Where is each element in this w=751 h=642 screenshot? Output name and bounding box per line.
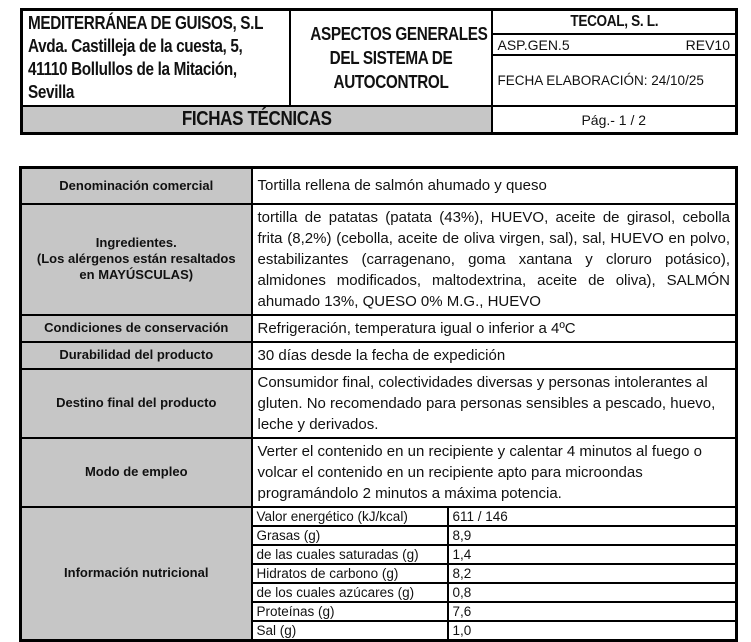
nutrition-name: Grasas (g) — [252, 526, 448, 545]
document-title-line: AUTOCONTROL — [333, 72, 448, 92]
nutrition-name: Proteínas (g) — [252, 602, 448, 621]
nutrition-row — [21, 507, 737, 526]
nutrition-name: Sal (g) — [252, 621, 448, 641]
doc-code-cell — [492, 34, 737, 55]
company-address-cell — [22, 10, 290, 107]
company-address-line3: Sevilla — [28, 82, 75, 102]
spec-table — [19, 166, 738, 642]
page-number: Pág.- 1 / 2 — [492, 106, 737, 134]
section-title-cell — [22, 106, 492, 134]
nutrition-name: de las cuales saturadas (g) — [252, 545, 448, 564]
row-conservacion — [21, 315, 737, 342]
ingredientes-label-line: en MAYÚSCULAS) — [79, 267, 194, 282]
section-title: FICHAS TÉCNICAS — [181, 108, 332, 130]
ingredientes-label — [21, 204, 252, 315]
elaboration-date: FECHA ELABORACIÓN: 24/10/25 — [497, 73, 704, 89]
nutrition-value: 8,9 — [448, 526, 737, 545]
destino-label: Destino final del producto — [21, 369, 252, 438]
row-ingredientes — [21, 204, 737, 315]
company-address-line2: 41110 Bollullos de la Mitación, — [28, 59, 237, 79]
ingredientes-label-line: (Los alérgenos están resaltados — [36, 251, 236, 266]
nutrition-value: 8,2 — [448, 564, 737, 583]
doc-code: ASP.GEN.5 — [497, 36, 570, 53]
denominacion-label: Denominación comercial — [21, 168, 252, 204]
document-title-cell — [290, 10, 492, 107]
nutrition-name: de los cuales azúcares (g) — [252, 583, 448, 602]
nutrition-value: 7,6 — [448, 602, 737, 621]
nutrition-name: Valor energético (kJ/kcal) — [252, 507, 448, 526]
row-durabilidad — [21, 342, 737, 369]
destino-value: Consumidor final, colectividades diversas y personas intolerantes al gluten. No recomendado para personas sensibles a pescado, huevo, leche y derivados. — [252, 369, 737, 438]
document-title-line: DEL SISTEMA DE — [329, 48, 452, 68]
nutrition-value: 611 / 146 — [448, 507, 737, 526]
ingredientes-value: tortilla de patatas (patata (43%), HUEVO, aceite de girasol, cebolla frita (8,2%) (cebolla, aceite de oliva virgen, sal), sal, HUEVO en polvo, estabilizantes (carragenano, goma xantana y cloruro potásico), almidones modificados, maltodextrina, aceite de oliva), SALMÓN ahumado 13%, QUESO 0% M.G., HUEVO — [252, 204, 737, 315]
elaboration-date-cell — [492, 55, 737, 106]
company-address-line1: Avda. Castilleja de la cuesta, 5, — [28, 36, 243, 56]
modo-label: Modo de empleo — [21, 438, 252, 507]
conservacion-label: Condiciones de conservación — [21, 315, 252, 342]
doc-revision: REV10 — [685, 36, 730, 53]
org-name: TECOAL, S. L. — [569, 13, 658, 31]
row-destino — [21, 369, 737, 438]
conservacion-value: Refrigeración, temperatura igual o inferior a 4ºC — [252, 315, 737, 342]
modo-value: Verter el contenido en un recipiente y calentar 4 minutos al fuego o volcar el contenido en un recipiente apto para microondas programándolo 2 minutos a máxima potencia. — [252, 438, 737, 507]
nutrition-value: 0,8 — [448, 583, 737, 602]
ingredientes-label-line: Ingredientes. — [95, 235, 177, 250]
org-name-cell — [492, 10, 737, 35]
durabilidad-value: 30 días desde la fecha de expedición — [252, 342, 737, 369]
header-table — [20, 8, 738, 135]
nutrition-value: 1,4 — [448, 545, 737, 564]
row-modo-empleo — [21, 438, 737, 507]
durabilidad-label: Durabilidad del producto — [21, 342, 252, 369]
nutrition-value: 1,0 — [448, 621, 737, 641]
company-name: MEDITERRÁNEA DE GUISOS, S.L — [28, 13, 264, 33]
row-denominacion — [21, 168, 737, 204]
denominacion-value: Tortilla rellena de salmón ahumado y queso — [252, 168, 737, 204]
nutrition-name: Hidratos de carbono (g) — [252, 564, 448, 583]
document-title-line: ASPECTOS GENERALES — [309, 24, 487, 44]
nutricion-label: Información nutricional — [21, 507, 252, 641]
